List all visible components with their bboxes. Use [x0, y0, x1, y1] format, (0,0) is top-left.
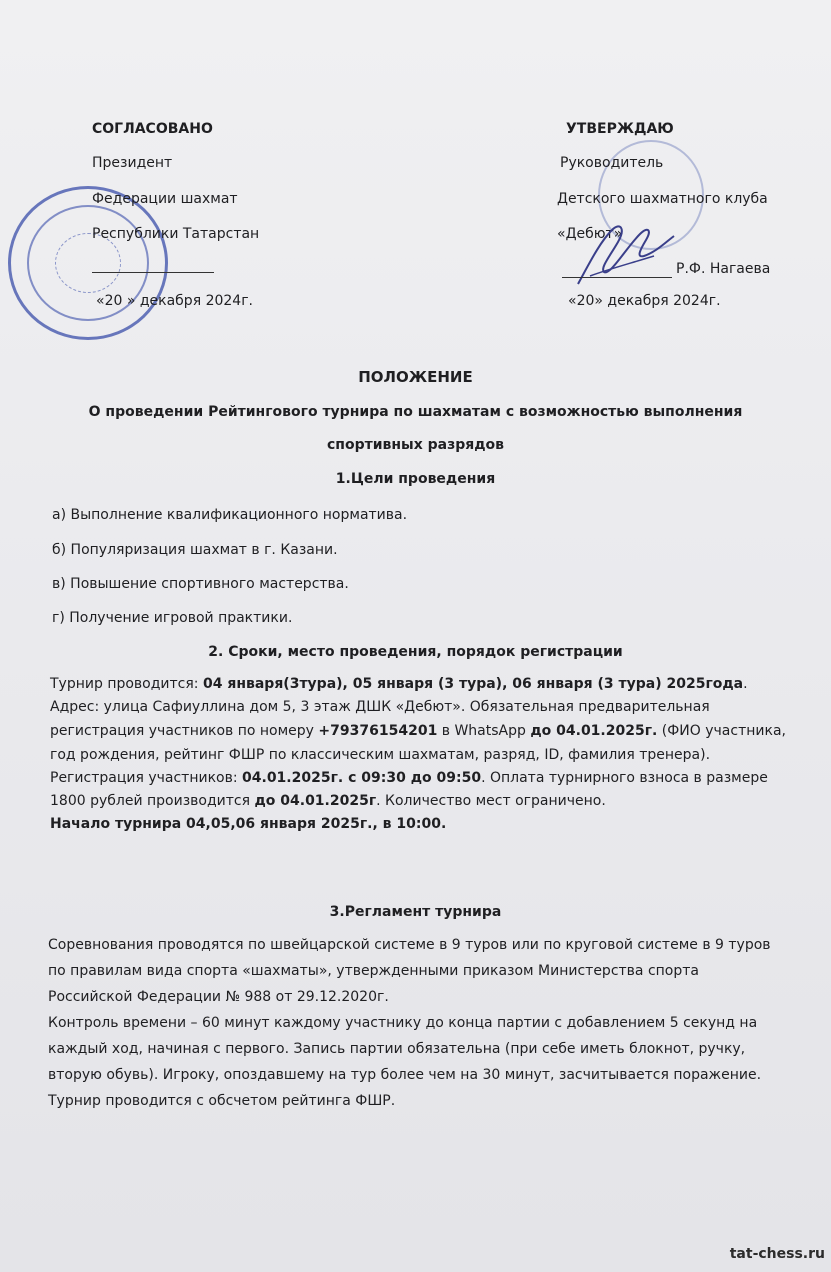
approved-right-date: «20» декабря 2024г.	[568, 293, 721, 309]
document-subtitle-line1: О проведении Рейтингового турнира по шахматам с возможностью выполнения	[88, 404, 743, 420]
registration-time-label: Регистрация участников:	[50, 770, 243, 786]
approved-right-signer: Р.Ф. Нагаева	[676, 261, 771, 277]
right-signature-line	[562, 277, 672, 278]
registration-time: 04.01.2025г. с 09:30 до 09:50	[242, 770, 482, 786]
places-limited: . Количество мест ограничено.	[376, 793, 606, 809]
approved-right-org-line2: «Дебют»	[557, 226, 623, 242]
fee-amount: 1800 рублей производится	[50, 793, 255, 809]
section3-heading: 3.Регламент турнира	[329, 904, 502, 920]
registration-time-line	[50, 767, 768, 789]
fee-text: . Оплата турнирного взноса в размере	[481, 770, 768, 786]
goal-item-a: а) Выполнение квалификационного норматива.	[52, 507, 408, 523]
address-line: Адрес: улица Сафиуллина дом 5, 3 этаж ДШК «Дебют». Обязательная предварительная	[50, 699, 710, 715]
approved-right-position: Руководитель	[560, 155, 664, 171]
approved-left-date: «20 » декабря 2024г.	[96, 293, 254, 309]
approved-left-org-line1: Федерации шахмат	[92, 191, 238, 207]
rules-line-4: Контроль времени – 60 минут каждому участнику до конца партии с добавлением 5 секунд на	[48, 1015, 758, 1031]
registration-deadline: до 04.01.2025г.	[530, 723, 658, 739]
section2-heading: 2. Сроки, место проведения, порядок регистрации	[208, 644, 623, 660]
registration-phone: +79376154201	[318, 723, 438, 739]
approved-left-org-line2: Республики Татарстан	[92, 226, 260, 242]
rules-line-3: Российской Федерации № 988 от 29.12.2020г.	[48, 989, 389, 1005]
approved-right-org-line1: Детского шахматного клуба	[557, 191, 768, 207]
document-title: ПОЛОЖЕНИЕ	[358, 368, 473, 386]
fee-deadline: до 04.01.2025г	[254, 793, 377, 809]
approved-right-title: УТВЕРЖДАЮ	[566, 121, 674, 137]
handwritten-signature	[570, 212, 680, 292]
site-watermark: tat-chess.ru	[729, 1246, 825, 1262]
rules-line-1: Соревнования проводятся по швейцарской системе в 9 туров или по круговой системе в 9 туров	[48, 937, 771, 953]
rules-line-2: по правилам вида спорта «шахматы», утвержденными приказом Министерства спорта	[48, 963, 699, 979]
left-signature-line	[92, 272, 214, 273]
rules-line-7: Турнир проводится с обсчетом рейтинга ФШР.	[48, 1093, 396, 1109]
rules-line-6: вторую обувь). Игроку, опоздавшему на тур более чем на 30 минут, засчитывается поражение.	[48, 1067, 762, 1083]
approved-left-position: Президент	[92, 155, 173, 171]
document-subtitle-line2: спортивных разрядов	[326, 437, 505, 453]
schedule-dates: 04 января(3тура), 05 января (3 тура), 06 января (3 тура) 2025года	[202, 676, 744, 692]
goal-item-c: в) Повышение спортивного мастерства.	[52, 576, 349, 592]
rules-line-5: каждый ход, начиная с первого. Запись партии обязательна (при себе иметь блокнот, ручку,	[48, 1041, 746, 1057]
schedule-label: Турнир проводится:	[50, 676, 203, 692]
goal-item-b: б) Популяризация шахмат в г. Казани.	[52, 542, 338, 558]
registration-text: регистрация участников по номеру	[50, 723, 319, 739]
registration-line	[50, 720, 786, 742]
federation-stamp	[8, 186, 168, 340]
registration-details-line: год рождения, рейтинг ФШР по классическим шахматам, разряд, ID, фамилия тренера).	[50, 747, 711, 763]
goal-item-d: г) Получение игровой практики.	[52, 610, 293, 626]
schedule-dot: .	[743, 676, 748, 692]
registration-whatsapp: в WhatsApp	[437, 723, 531, 739]
schedule-line	[50, 673, 748, 695]
fee-line	[50, 790, 606, 812]
approved-left-title: СОГЛАСОВАНО	[92, 121, 213, 137]
tournament-start-line: Начало турнира 04,05,06 января 2025г., в 10:00.	[50, 816, 447, 832]
section1-heading: 1.Цели проведения	[335, 471, 496, 487]
registration-fields: (ФИО участника,	[657, 723, 786, 739]
